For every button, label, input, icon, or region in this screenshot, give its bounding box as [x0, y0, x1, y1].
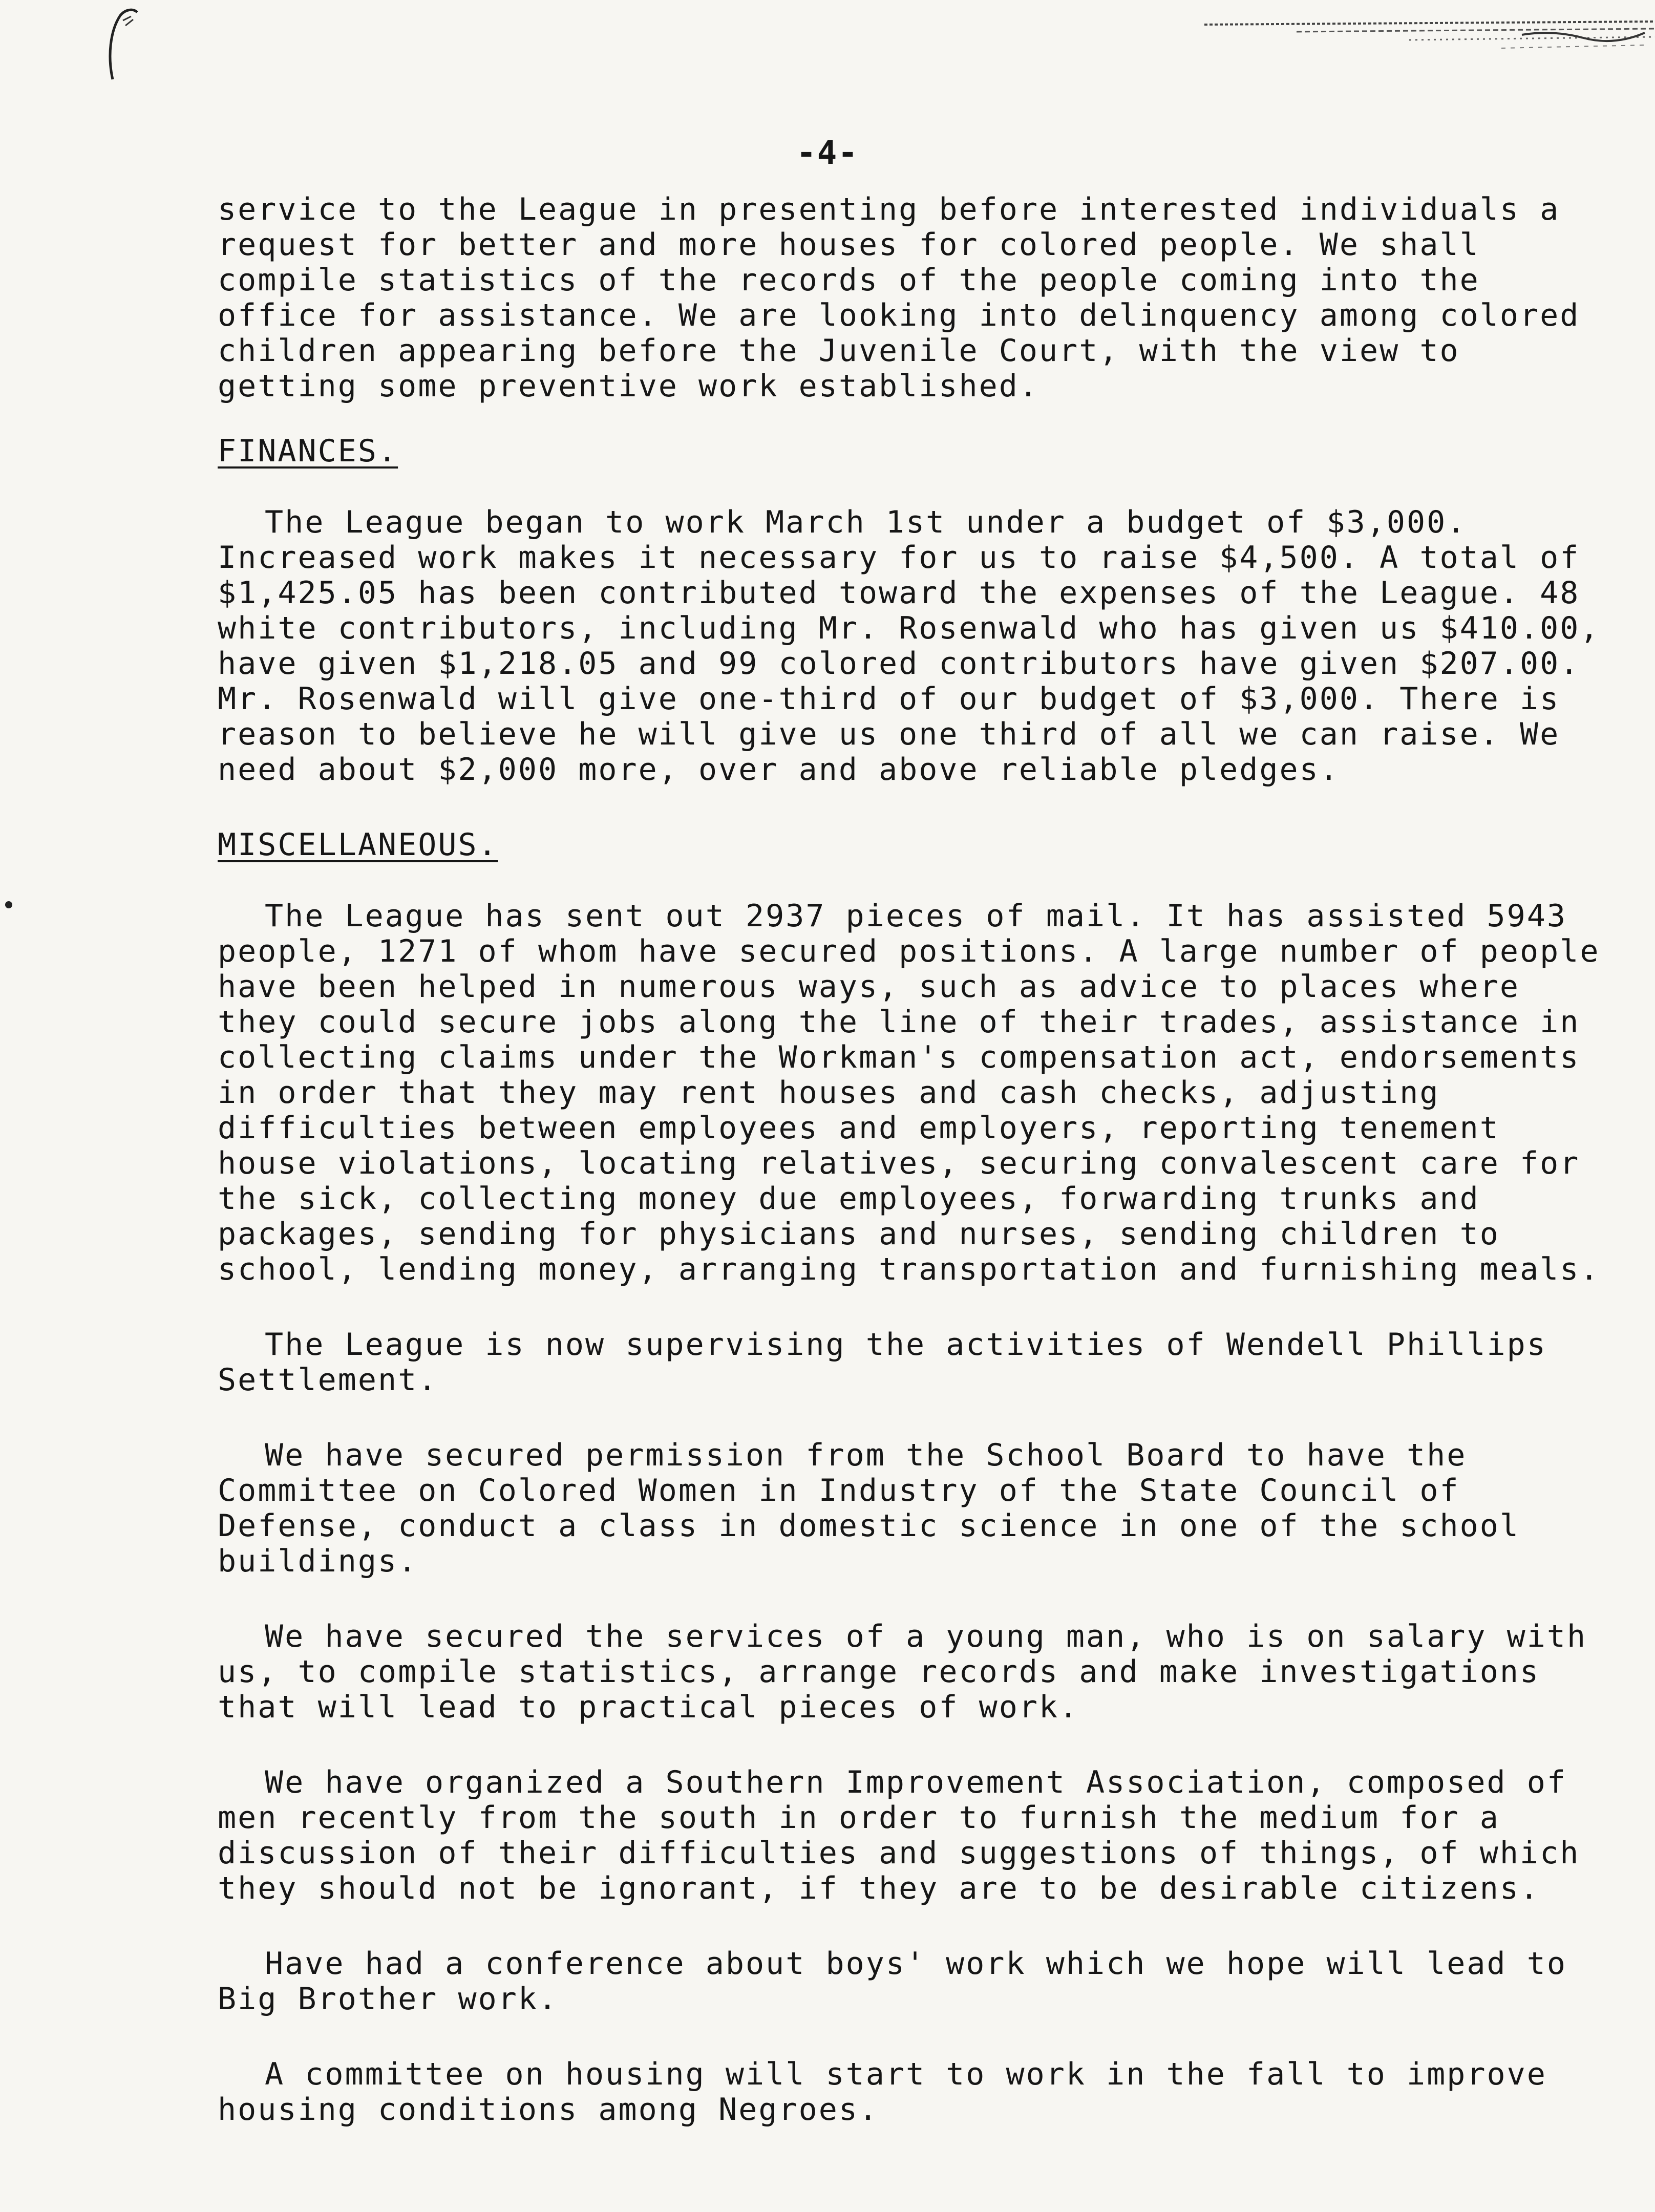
misc-paragraph-domestic-science: We have secured permission from the School Board to have the Committee on Colored Women in Industry of the State Council of Defense, conduct a class in domestic science in one of the school buildings.: [218, 1437, 1520, 1579]
misc-paragraph-housing: A committee on housing will start to work in the fall to improve housing conditions among Negroes.: [218, 2056, 1547, 2128]
scan-noise-strip: [1194, 14, 1655, 71]
opening-paragraph: service to the League in presenting before interested individuals a request for better and more houses for colored people. We shall compile statistics of the records of the people coming into the office for assistance. We are looking into delinquency among colored children appearing before the Juvenile Court, with the view to getting some preventive work established.: [218, 192, 1580, 404]
misc-paragraph-settlement: The League is now supervising the activities of Wendell Phillips Settlement.: [218, 1327, 1547, 1398]
misc-paragraph-boys-work: Have had a conference about boys' work which we hope will lead to Big Brother work.: [218, 1946, 1567, 2017]
section-heading-finances: FINANCES.: [218, 433, 398, 469]
finances-paragraph: The League began to work March 1st under a budget of $3,000. Increased work makes it necessary for us to raise $4,500. A total of $1,425.05 has been contributed toward the expenses of the League. 48 white contributors, including Mr. Rosenwald who has given us $410.00, have given $1,218.05 and 99 colored contributors have given $207.00. Mr. Rosenwald will give one-third of our budget of $3,000. There is reason to believe he will give us one third of all we can raise. We need about $2,000 more, over and above reliable pledges.: [218, 504, 1600, 788]
document-body: [218, 192, 1610, 2167]
page-number: -4-: [796, 134, 859, 172]
section-heading-miscellaneous: MISCELLANEOUS.: [218, 827, 498, 863]
scan-mark-scrawl: [97, 5, 143, 82]
misc-paragraph-statistics: We have secured the services of a young man, who is on salary with us, to compile statistics, arrange records and make investigations that will lead to practical pieces of work.: [218, 1619, 1587, 1725]
misc-paragraph-mail-assistance: The League has sent out 2937 pieces of mail. It has assisted 5943 people, 1271 of whom have secured positions. A large number of people have been helped in numerous ways, such as advice to places where they could secure jobs along the line of their trades, assistance in collecting claims under the Workman's compensation act, endorsements in order that they may rent houses and cash checks, adjusting difficulties between employees and employers, reporting tenement house violations, locating relatives, securing convalescent care for the sick, collecting money due employees, forwarding trunks and packages, sending for physicians and nurses, sending children to school, lending money, arranging transportation and furnishing meals.: [218, 898, 1600, 1287]
misc-paragraph-southern-association: We have organized a Southern Improvement Association, composed of men recently from the south in order to furnish the medium for a discussion of their difficulties and suggestions of things, of which they should not be ignorant, if they are to be desirable citizens.: [218, 1764, 1580, 1906]
scan-speck: [5, 901, 12, 908]
